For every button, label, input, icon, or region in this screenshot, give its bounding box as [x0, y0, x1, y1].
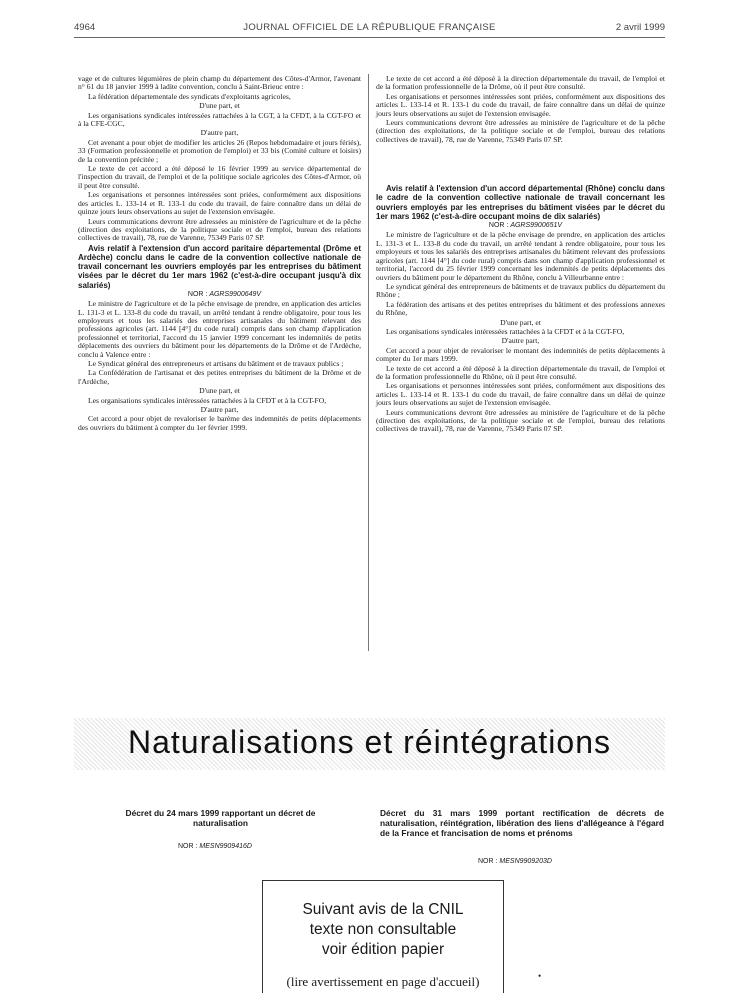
nor-code: MESN9909416D [199, 843, 252, 850]
paragraph: Cet accord a pour objet de revaloriser le barème des indemnités de petits déplacements des ouvriers du bâtiment à compter du 1er février 1999. [78, 414, 361, 432]
paragraph: Leurs communications devront être adressées au ministère de l'agriculture et de la pêche (direction des exploitations, de la politique sociale et de l'emploi, bureau des relations collectives de travail), 78, rue de Varenne, 75349 Paris 07 SP. [376, 118, 665, 144]
paragraph: Les organisations syndicales intéressées rattachées à la CFDT et à la CGT-FO, [386, 326, 625, 336]
nor-reference [478, 858, 552, 865]
paragraph: Les organisations syndicales intéressées rattachées à la CFDT et à la CGT-FO, [88, 395, 327, 405]
nor-label: NOR : [478, 858, 498, 865]
paragraph: La Confédération de l'artisanat et des petites entreprises du bâtiment de la Drôme et de l'Ardèche, [78, 368, 361, 386]
nor-code: MESN9909203D [499, 858, 552, 865]
paragraph: Le syndicat général des entrepreneurs de bâtiments et de travaux publics du département du Rhône ; [376, 281, 665, 300]
page-number: 4964 [74, 22, 96, 33]
nor-label: NOR : [187, 290, 208, 298]
nor-label: NOR : [488, 222, 509, 230]
paragraph: Les organisations et personnes intéressées sont priées, conformément aux dispositions des articles L. 133-14 et R. 133-1 du code du travail, de faire connaître dans un délai de quinze jours leurs observations au sujet de l'extension envisagée. [376, 381, 665, 408]
paragraph: vage et de cultures légumières de plein champ du département des Côtes-d'Armor, l'avenant n° 61 du 18 janvier 1999 à ladite convention, conclu à Saint-Brieuc entre : [78, 74, 361, 92]
journal-title: JOURNAL OFFICIEL DE LA RÉPUBLIQUE FRANÇAISE [243, 22, 496, 33]
bullet-mark: • [538, 971, 542, 981]
nor-label: NOR : [178, 843, 198, 850]
paragraph: La fédération des artisans et des petites entreprises du bâtiment et des professions annexes du Rhône, [376, 299, 665, 318]
paragraph: D'autre part, [200, 128, 239, 138]
paragraph: Cet accord a pour objet de revaloriser le montant des indemnités de petits déplacements à compter du 1er mars 1999. [376, 345, 665, 364]
cnil-line: Suivant avis de la CNIL [302, 901, 464, 918]
paragraph: La fédération départementale des syndicats d'exploitants agricoles, [88, 91, 291, 101]
paragraph: Les organisations syndicales intéressées rattachées à la CGT, à la CFDT, à la CGT-FO et à la CFE-CGC, [78, 110, 361, 129]
right-column [376, 75, 665, 435]
paragraph: Le Syndicat général des entrepreneurs et artisans du bâtiment et de travaux publics ; [88, 358, 344, 368]
cnil-line: texte non consultable [309, 921, 457, 938]
paragraph: Les organisations et personnes intéressées sont priées, conformément aux dispositions des articles L. 133-14 et R. 133-1 du code du travail, de faire connaître dans un délai de quinze jours leurs observations au sujet de l'extension envisagée. [78, 190, 361, 217]
paragraph: Leurs communications devront être adressées au ministère de l'agriculture et de la pêche (direction des exploitations, de la politique sociale et de l'emploi, bureau des relations collectives de travail), 78, rue de Varenne, 75349 Paris 07 SP. [78, 216, 361, 243]
avis-title: Avis relatif à l'extension d'un accord départemental (Rhône) conclu dans le cadre de la convention collective nationale de travail concernant les ouvriers employés par les entreprises du bâtiment visées par le décret du 1er mars 1962 (c'est-à-dire occupant moins de dix salariés) [376, 184, 665, 221]
column-divider [368, 74, 369, 651]
paragraph: D'autre part, [501, 336, 540, 346]
paragraph: D'une part, et [500, 317, 541, 327]
cnil-line: voir édition papier [321, 941, 445, 958]
cnil-notice-box [262, 880, 504, 993]
nor-reference [78, 291, 361, 299]
paragraph: D'une part, et [199, 386, 240, 396]
avis-title: Avis relatif à l'extension d'un accord paritaire départemental (Drôme et Ardèche) conclu dans le cadre de la convention collective nationale de travail concernant les ouvriers employés par les entreprises du bâtiment visées par le décret du 1er mars 1962 (c'est-à-dire occupant jusqu'à dix salariés) [78, 243, 361, 290]
decree-title: Décret du 31 mars 1999 portant rectification de décrets de naturalisation, réintégration, libération des liens d'allégeance à l'égard de la France et francisation de noms et prénoms [380, 808, 664, 838]
issue-date: 2 avril 1999 [615, 22, 665, 33]
nor-reference [376, 222, 665, 230]
left-column [78, 75, 361, 433]
decree-title: Décret du 24 mars 1999 rapportant un décret de naturalisation [125, 808, 316, 828]
section-title: Naturalisations et réintégrations [127, 724, 611, 760]
nor-reference [178, 843, 252, 850]
nor-code: AGRS9900649V [209, 290, 262, 298]
paragraph: D'autre part, [200, 405, 239, 415]
paragraph: Le ministre de l'agriculture et de la pêche envisage de prendre, en application des articles L. 131-3 et L. 133-8 du code du travail, un arrêté tendant à rendre obligatoire, pour tous les employeurs et tous les salariés des entreprises artisanales du bâtiment relevant des professions agricoles (art. 1144 [4°] du code rural) compris dans son champ d'application professionnel et territorial, l'accord du 15 janvier 1999 concernant les indemnités de petits déplacements des ouvriers du bâtiment pour les départements de la Drôme et de l'Ardèche, conclu à Valence entre : [78, 299, 361, 359]
page-header [74, 22, 665, 36]
nor-code: AGRS9900651V [510, 222, 563, 230]
paragraph: Le texte de cet accord a été déposé le 16 février 1999 au service départemental de l'inspection du travail, de l'emploi et de la politique sociale agricoles des Côtes-d'Armor, où il peut être consulté. [78, 164, 361, 190]
section-banner [74, 718, 665, 770]
paragraph: Les organisations et personnes intéressées sont priées, conformément aux dispositions des articles L. 133-14 et R. 133-1 du code du travail, de faire connaître dans un délai de quinze jours leurs observations au sujet de l'extension envisagée. [376, 91, 665, 118]
cnil-note: (lire avertissement en page d'accueil) [286, 974, 480, 989]
paragraph: Le texte de cet accord a été déposé à la direction départementale du travail, de l'emploi et de la formation professionnelle de la Drôme, où il peut être consulté. [376, 74, 665, 92]
paragraph: Cet avenant a pour objet de modifier les articles 26 (Repos hebdomadaire et jours fériés), 33 (Formation professionnelle et promotion de l'emploi) et 33 bis (Comité culture et loisirs) de la convention précitée ; [78, 137, 361, 164]
header-rule [74, 37, 665, 38]
paragraph: Leurs communications devront être adressées au ministère de l'agriculture et de la pêche (direction des exploitations, de la politique sociale et de l'emploi, bureau des relations collectives de travail), 78, rue de Varenne, 75349 Paris 07 SP. [376, 407, 665, 434]
paragraph: Le ministre de l'agriculture et de la pêche envisage de prendre, en application des articles L. 131-3 et L. 133-8 du code du travail, un arrêté tendant à rendre obligatoire, pour tous les employeurs et tous les salariés des entreprises artisanales du bâtiment relevant des professions agricoles (art. 1144 [4°] du code rural) compris dans son champ d'application professionnel et territorial, l'accord du 25 février 1999 concernant les indemnités de petits déplacements des ouvriers du bâtiment pour le département du Rhône, conclu à Villeurbanne entre : [376, 230, 665, 282]
paragraph: Le texte de cet accord a été déposé à la direction départementale du travail, de l'emploi et de la formation professionnelle du Rhône, où il peut être consulté. [376, 363, 665, 381]
paragraph: D'une part, et [199, 101, 240, 111]
